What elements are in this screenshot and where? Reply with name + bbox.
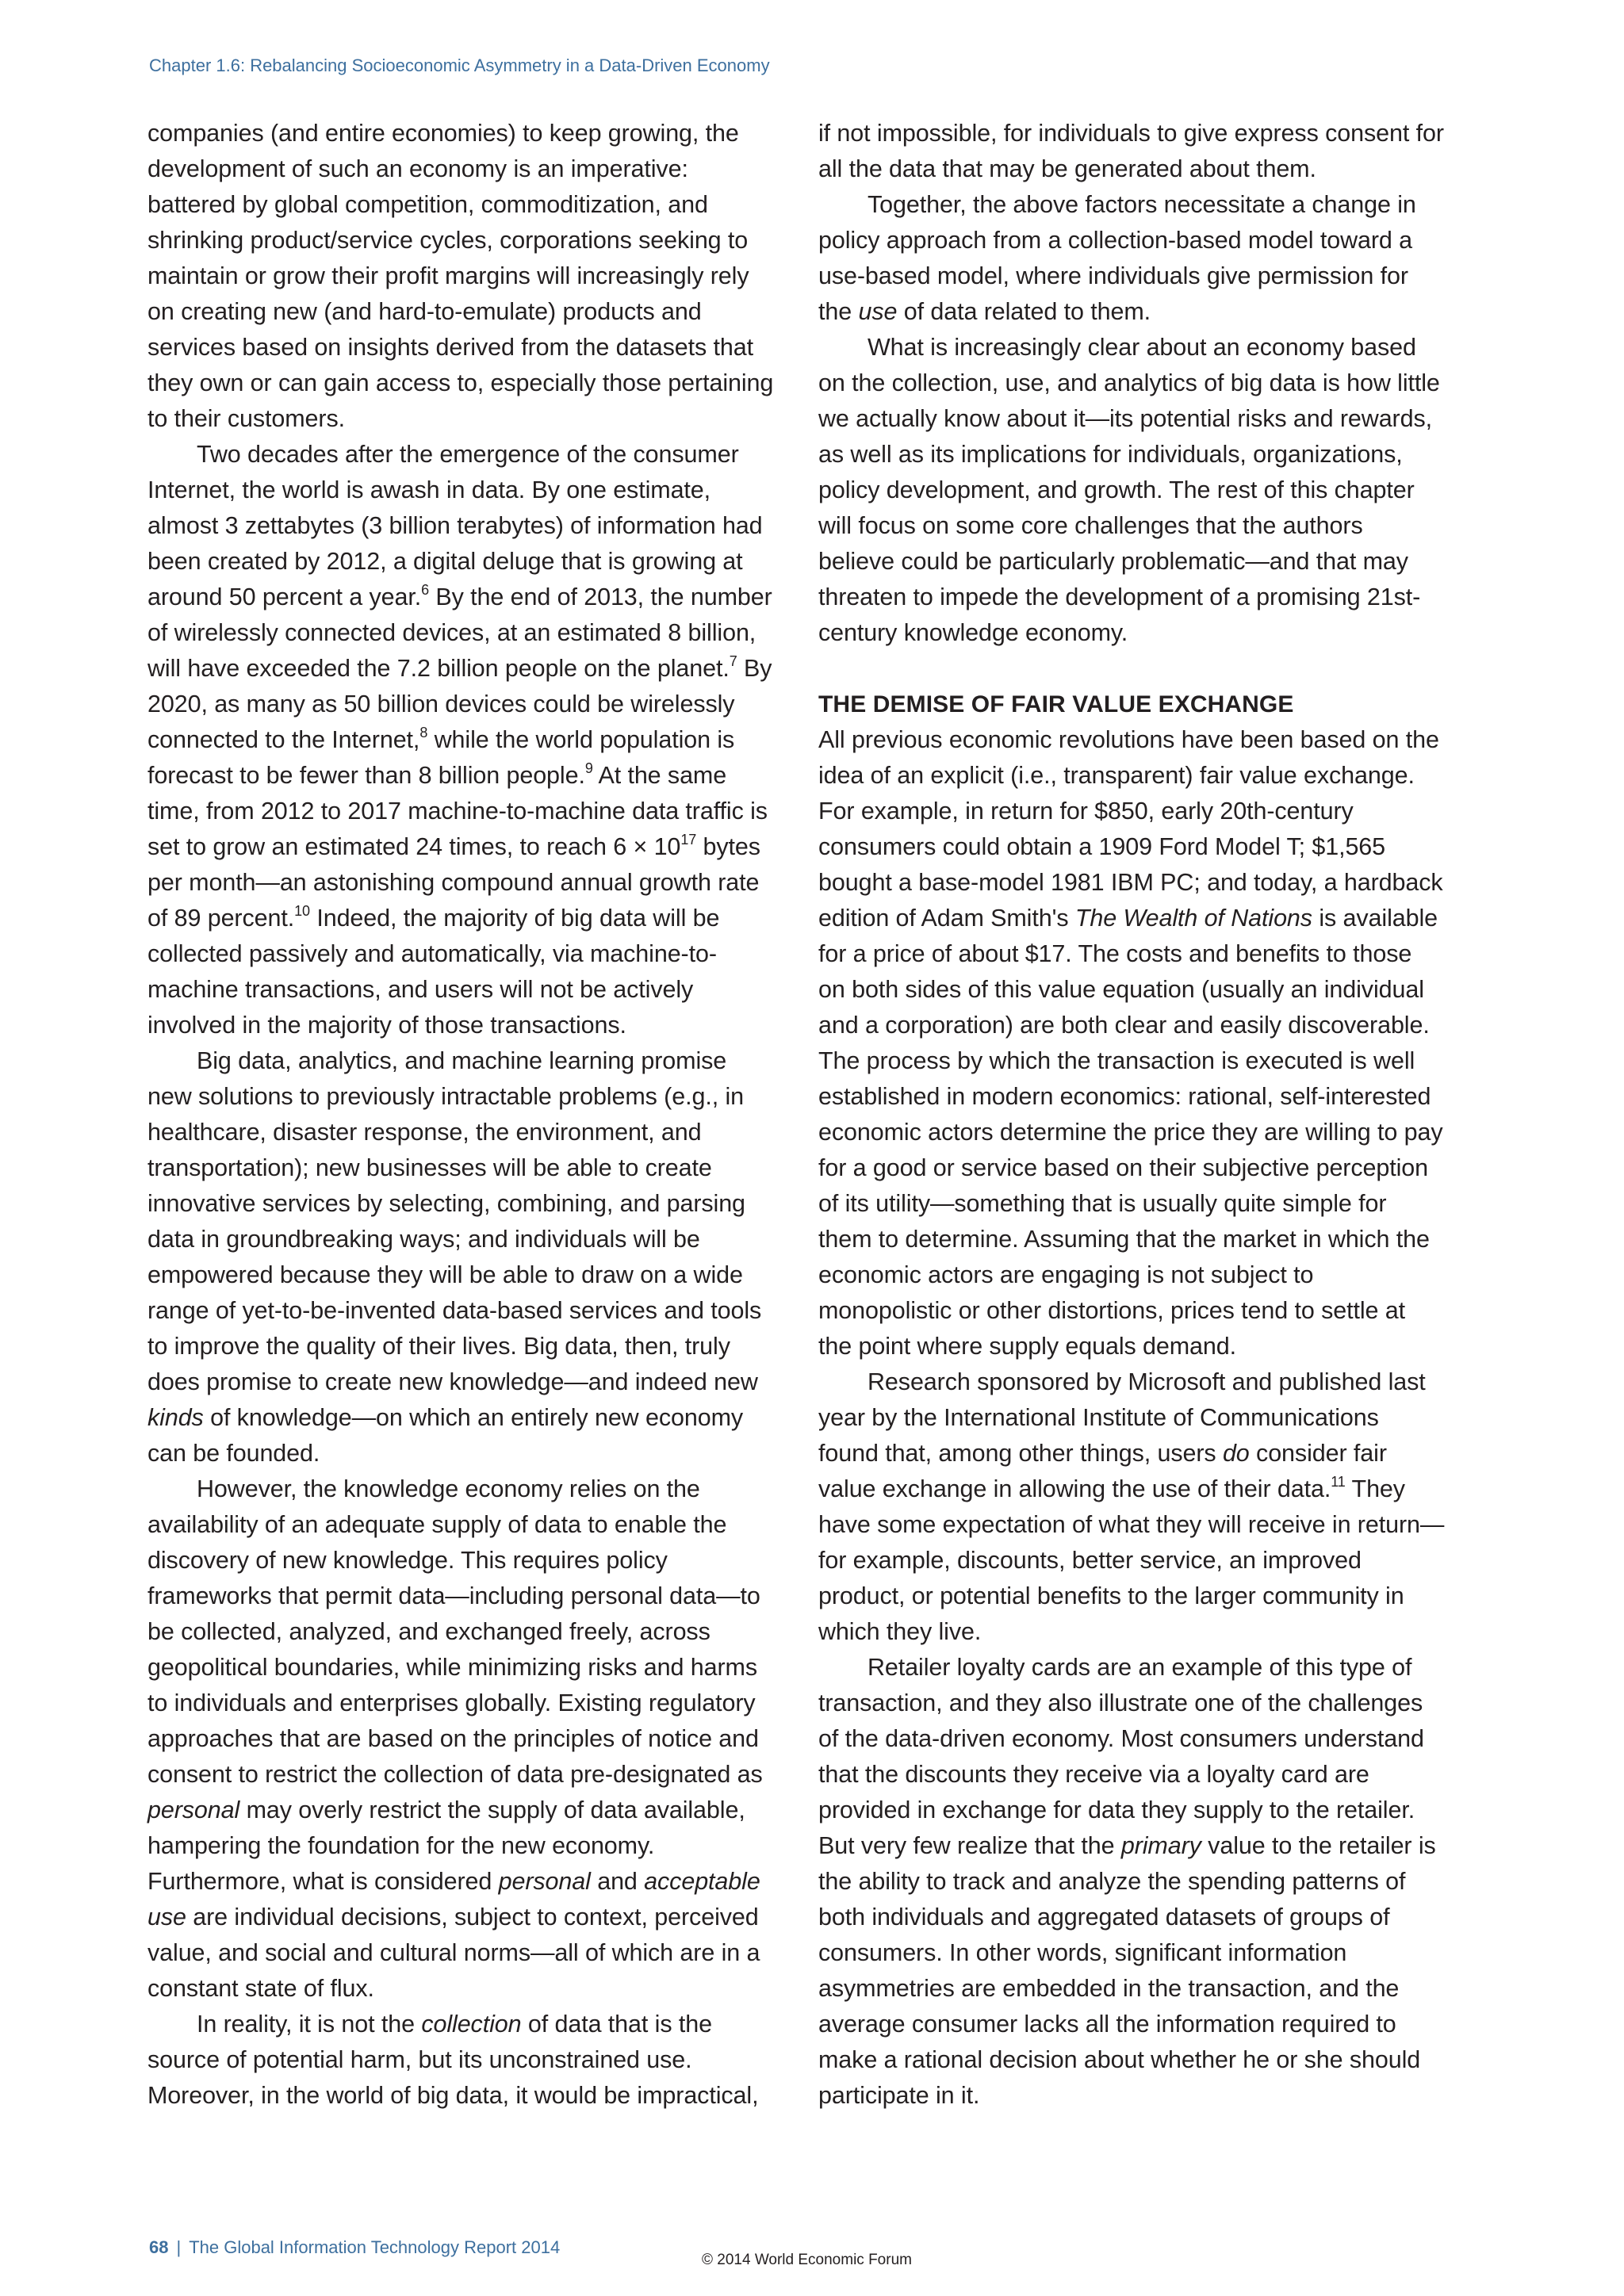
paragraph: Two decades after the emergence of the consumer Internet, the world is awash in data. By one estimate, almost 3 zettabytes (3 billion terabytes) of information had been created by 2012, a digital deluge that is growing at around 50 percent a year.$^6$ By the end of 2013, the number of wirelessly connected devices, at an estimated 8 billion, will have exceeded the 7.2 billion people on the planet.$^7$ By 2020, as many as 50 billion devices could be wirelessly connected to the Internet,$^8$ while the world population is forecast to be fewer than 8 billion people.$^9$ At the same time, from 2012 to 2017 machine-to-machine data traffic is set to grow an estimated 24 times, to reach $6 \times 10^{17}$ bytes per month—an astonishing compound annual growth rate of 89 percent.$^{10}$ Indeed, the majority of big data will be collected passively and automatically, via machine-to-machine transactions, and users will not be actively involved in the majority of those transactions. <box>147 441 772 1039</box>
copyright-notice: © 2014 World Economic Forum <box>702 2252 912 2268</box>
footnote-ref: 7 <box>729 653 737 669</box>
section-heading: THE DEMISE OF FAIR VALUE EXCHANGE <box>818 691 1294 718</box>
page-number: 68 <box>149 2237 169 2257</box>
footer-separator: | <box>176 2237 182 2257</box>
publication-title: The Global Information Technology Report 2014 <box>189 2237 561 2257</box>
footnote-ref: 10 <box>294 903 310 919</box>
paragraph: if not impossible, for individuals to give express consent for all the data that may be generated about them. <box>818 120 1444 182</box>
footnote-ref: 8 <box>419 725 428 740</box>
left-column <box>147 116 774 2114</box>
paragraph: However, the knowledge economy relies on the availability of an adequate supply of data to enable the discovery of new knowledge. This requires policy frameworks that permit data—including personal data—to be collected, analyzed, and exchanged freely, across geopolitical boundaries, while minimizing risks and harms to individuals and enterprises globally. Existing regulatory approaches that are based on the principles of notice and consent to restrict the collection of data pre-designated as personal may overly restrict the supply of data available, hampering the foundation for the new economy. Furthermore, what is considered personal and acceptable use are individual decisions, subject to context, perceived value, and social and cultural norms—all of which are in a constant state of flux. <box>147 1475 763 2002</box>
right-column <box>818 116 1445 2114</box>
exponent: 17 <box>680 832 697 848</box>
footnote-ref: 6 <box>421 582 430 598</box>
paragraph: companies (and entire economies) to keep growing, the development of such an economy is an imperative: battered by global competition, commoditization, and shrinking product/service cycles, corporations seeking to maintain or grow their profit margins will increasingly rely on creating new (and hard-to-emulate) products and services based on insights derived from the datasets that they own or can gain access to, especially those pertaining to their customers. <box>147 120 774 432</box>
paragraph: Big data, analytics, and machine learning promise new solutions to previously intractable problems (e.g., in healthcare, disaster response, the environment, and transportation); new businesses will be able to create innovative services by selecting, combining, and parsing data in groundbreaking ways; and individuals will be empowered because they will be able to draw on a wide range of yet-to-be-invented data-based services and tools to improve the quality of their lives. Big data, then, truly does promise to create new knowledge—and indeed new kinds of knowledge—on which an entirely new economy can be founded. <box>147 1047 762 1467</box>
footnote-ref: 11 <box>1331 1474 1346 1490</box>
running-head: Chapter 1.6: Rebalancing Socioeconomic Asymmetry in a Data-Driven Economy <box>149 55 770 75</box>
paragraph: All previous economic revolutions have been based on the idea of an explicit (i.e., transparent) fair value exchange. For example, in return for $850, early 20th-century consumers could obtain a 1909 Ford Model T; $1,565 bought a base-model 1981 IBM PC; and today, a hardback edition of Adam Smith's The Wealth of Nations is available for a price of about $17. The costs and benefits to those on both sides of this value equation (usually an individual and a corporation) are both clear and easily discoverable. The process by which the transaction is executed is well established in modern economics: rational, self-interested economic actors determine the price they are willing to pay for a good or service based on their subjective perception of its utility—something that is usually quite simple for them to determine. Assuming that the market in which the economic actors are engaging is not subject to monopolistic or other distortions, prices tend to settle at the point where supply equals demand. <box>818 726 1443 1360</box>
paragraph: Together, the above factors necessitate a change in policy approach from a collection-based model toward a use-based model, where individuals give permission for the use of data related to them. <box>818 191 1416 325</box>
paragraph: In reality, it is not the collection of data that is the source of potential harm, but its unconstrained use. Moreover, in the world of big data, it would be impractical, <box>147 2011 759 2109</box>
footnote-ref: 9 <box>584 760 593 776</box>
page-footer <box>149 2237 560 2258</box>
paragraph: Retailer loyalty cards are an example of this type of transaction, and they also illustrate one of the challenges of the data-driven economy. Most consumers understand that the discounts they receive via a loyalty card are provided in exchange for data they supply to the retailer. But very few realize that the primary value to the retailer is the ability to track and analyze the spending patterns of both individuals and aggregated datasets of groups of consumers. In other words, significant information asymmetries are embedded in the transaction, and the average consumer lacks all the information required to make a rational decision about whether he or she should participate in it. <box>818 1654 1436 2109</box>
paragraph: What is increasingly clear about an economy based on the collection, use, and analytics of big data is how little we actually know about it—its potential risks and rewards, as well as its implications for individuals, organizations, policy development, and growth. The rest of this chapter will focus on some core challenges that the authors believe could be particularly problematic—and that may threaten to impede the development of a promising 21st-century knowledge economy. <box>818 334 1440 646</box>
paragraph: Research sponsored by Microsoft and published last year by the International Institute of Communications found that, among other things, users do consider fair value exchange in allowing the use of their data.$^{11}$ They have some expectation of what they will receive in return—for example, discounts, better service, an improved product, or potential benefits to the larger community in which they live. <box>818 1368 1445 1645</box>
